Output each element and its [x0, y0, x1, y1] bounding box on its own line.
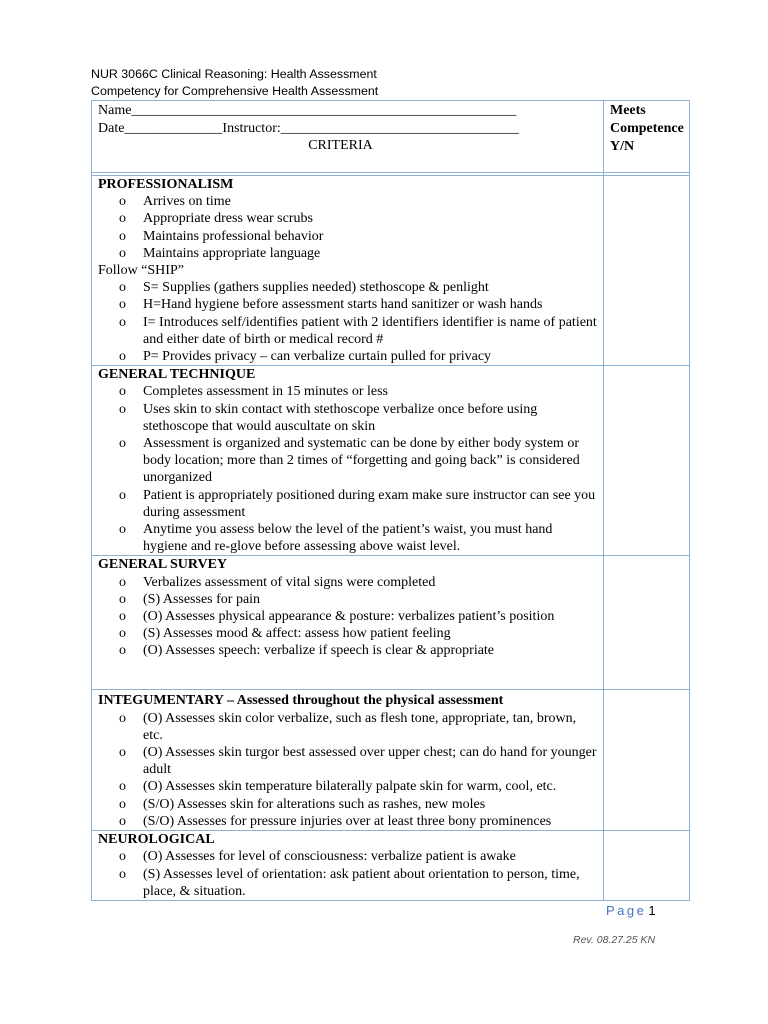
bullet-icon: o	[119, 849, 126, 865]
bullet-icon: o	[119, 401, 126, 417]
criteria-text: Verbalizes assessment of vital signs were completed	[143, 574, 436, 590]
competency-table	[91, 100, 690, 901]
bullet-icon: o	[119, 609, 126, 625]
criteria-item	[98, 435, 599, 487]
bullet-icon: o	[119, 349, 126, 365]
bullet-icon: o	[119, 779, 126, 795]
bullet-icon: o	[119, 745, 126, 761]
criteria-item	[98, 608, 599, 625]
neurological-criteria	[92, 831, 604, 901]
criteria-item	[98, 314, 599, 348]
criteria-text: P= Provides privacy – can verbalize curtain pulled for privacy	[143, 349, 492, 365]
criteria-text: (S) Assesses level of orientation: ask patient about orientation to person, time, place, & situation.	[143, 866, 580, 899]
criteria-text: I= Introduces self/identifies patient with 2 identifiers identifier is name of patient and either date of birth or medical record #	[143, 314, 597, 347]
bullet-icon: o	[119, 228, 126, 244]
criteria-item	[98, 245, 599, 262]
meets-label-line-3: Y/N	[610, 139, 635, 154]
criteria-text: (O) Assesses skin color verbalize, such as flesh tone, appropriate, tan, brown, etc.	[143, 710, 577, 743]
criteria-item	[98, 348, 599, 365]
professionalism-criteria	[92, 176, 604, 366]
criteria-text: (O) Assesses for level of consciousness: verbalize patient is awake	[143, 849, 516, 865]
meets-competence-heading	[604, 101, 690, 173]
integumentary-criteria	[92, 690, 604, 831]
criteria-text: Completes assessment in 15 minutes or less	[143, 384, 388, 400]
bullet-icon: o	[119, 643, 126, 659]
bullet-icon: o	[119, 245, 126, 261]
criteria-text: (O) Assesses physical appearance & posture: verbalizes patient’s position	[143, 609, 555, 625]
page-label: Page	[606, 903, 647, 918]
criteria-item	[98, 591, 599, 608]
criteria-text: (O) Assesses skin turgor best assessed over upper chest; can do hand for younger adult	[143, 745, 597, 778]
criteria-text: (S/O) Assesses for pressure injuries over at least three bony prominences	[143, 813, 552, 829]
criteria-text: Anytime you assess below the level of the patient’s waist, you must hand hygiene and re-glove before assessing above waist level.	[143, 522, 553, 555]
criteria-item	[98, 866, 599, 900]
bullet-icon: o	[119, 487, 126, 503]
form-subtitle: Competency for Comprehensive Health Assessment	[91, 84, 379, 98]
meets-competence-cell-neurological[interactable]	[604, 831, 690, 901]
document-header	[91, 66, 378, 100]
section-integumentary	[92, 690, 690, 831]
criteria-text: (S) Assesses for pain	[143, 591, 261, 607]
general-technique-criteria	[92, 366, 604, 556]
criteria-item	[98, 279, 599, 296]
section-title: INTEGUMENTARY – Assessed throughout the physical assessment	[98, 693, 504, 709]
meets-competence-cell-general-technique[interactable]	[604, 366, 690, 556]
bullet-icon: o	[119, 297, 126, 313]
criteria-text: H=Hand hygiene before assessment starts hand sanitizer or wash hands	[143, 297, 543, 313]
meets-label-line-1: Meets	[610, 103, 646, 118]
section-general-technique	[92, 366, 690, 556]
bullet-icon: o	[119, 522, 126, 538]
criteria-item	[98, 383, 599, 400]
section-general-survey	[92, 556, 690, 690]
bullet-icon: o	[119, 280, 126, 296]
form-info-cell	[92, 101, 604, 173]
bullet-icon: o	[119, 591, 126, 607]
general-survey-criteria	[92, 556, 604, 690]
criteria-list	[98, 574, 599, 660]
criteria-item	[98, 778, 599, 795]
bullet-icon: o	[119, 626, 126, 642]
bullet-icon: o	[119, 866, 126, 882]
page-number-value: 1	[648, 903, 656, 918]
criteria-item	[98, 296, 599, 313]
criteria-text: Maintains professional behavior	[143, 228, 324, 244]
ship-list	[98, 279, 599, 365]
section-title: PROFESSIONALISM	[98, 177, 234, 192]
criteria-list	[98, 383, 599, 555]
meets-competence-cell-professionalism[interactable]	[604, 176, 690, 366]
criteria-item	[98, 796, 599, 813]
criteria-heading: CRITERIA	[308, 138, 373, 153]
page-number	[606, 903, 656, 918]
bullet-icon: o	[119, 436, 126, 452]
criteria-list	[98, 710, 599, 830]
section-title: GENERAL TECHNIQUE	[98, 367, 256, 383]
criteria-text: Assessment is organized and systematic can be done by either body system or body location; more than 2 times of “forgetting and going back” is considered unorganized	[143, 436, 580, 486]
bullet-icon: o	[119, 574, 126, 590]
bullet-icon: o	[119, 796, 126, 812]
criteria-text: Appropriate dress wear scrubs	[143, 211, 313, 227]
bullet-icon: o	[119, 384, 126, 400]
criteria-item	[98, 813, 599, 830]
criteria-text: (O) Assesses skin temperature bilaterally palpate skin for warm, cool, etc.	[143, 779, 557, 795]
criteria-item	[98, 401, 599, 435]
criteria-text: (S) Assesses mood & affect: assess how patient feeling	[143, 626, 451, 642]
criteria-text: (O) Assesses speech: verbalize if speech is clear & appropriate	[143, 643, 495, 659]
bullet-icon: o	[119, 194, 126, 210]
criteria-item	[98, 710, 599, 744]
criteria-item	[98, 642, 599, 659]
bullet-icon: o	[119, 314, 126, 330]
meets-competence-cell-integumentary[interactable]	[604, 690, 690, 831]
criteria-item	[98, 210, 599, 227]
criteria-text: Patient is appropriately positioned during exam make sure instructor can see you during assessment	[143, 487, 596, 520]
criteria-item	[98, 193, 599, 210]
criteria-item	[98, 625, 599, 642]
criteria-text: Uses skin to skin contact with stethoscope verbalize once before using stethoscope that would auscultate on skin	[143, 401, 538, 434]
criteria-item	[98, 487, 599, 521]
meets-label-line-2: Competence	[610, 121, 684, 136]
criteria-text: (S/O) Assesses skin for alterations such as rashes, new moles	[143, 796, 486, 812]
bullet-icon: o	[119, 211, 126, 227]
bullet-icon: o	[119, 710, 126, 726]
ship-label: Follow “SHIP”	[98, 263, 184, 279]
section-title: NEUROLOGICAL	[98, 832, 215, 848]
revision-note: Rev. 08.27.25 KN	[573, 934, 656, 946]
section-neurological	[92, 831, 690, 901]
course-title: NUR 3066C Clinical Reasoning: Health Assessment	[91, 67, 377, 81]
criteria-item	[98, 848, 599, 865]
criteria-text: Maintains appropriate language	[143, 245, 321, 261]
meets-competence-cell-general-survey[interactable]	[604, 556, 690, 690]
criteria-text: S= Supplies (gathers supplies needed) stethoscope & penlight	[143, 280, 489, 296]
bullet-icon: o	[119, 813, 126, 829]
criteria-item	[98, 228, 599, 245]
criteria-item	[98, 744, 599, 778]
criteria-text: Arrives on time	[143, 194, 231, 210]
form-header-row	[92, 101, 690, 173]
criteria-item	[98, 574, 599, 591]
criteria-list	[98, 193, 599, 262]
criteria-list	[98, 848, 599, 900]
name-field[interactable]: Name_______________________________________________________	[98, 103, 517, 118]
date-instructor-field[interactable]: Date______________Instructor:__________________________________	[98, 120, 519, 136]
section-professionalism	[92, 176, 690, 366]
criteria-item	[98, 521, 599, 555]
section-title: GENERAL SURVEY	[98, 557, 228, 573]
